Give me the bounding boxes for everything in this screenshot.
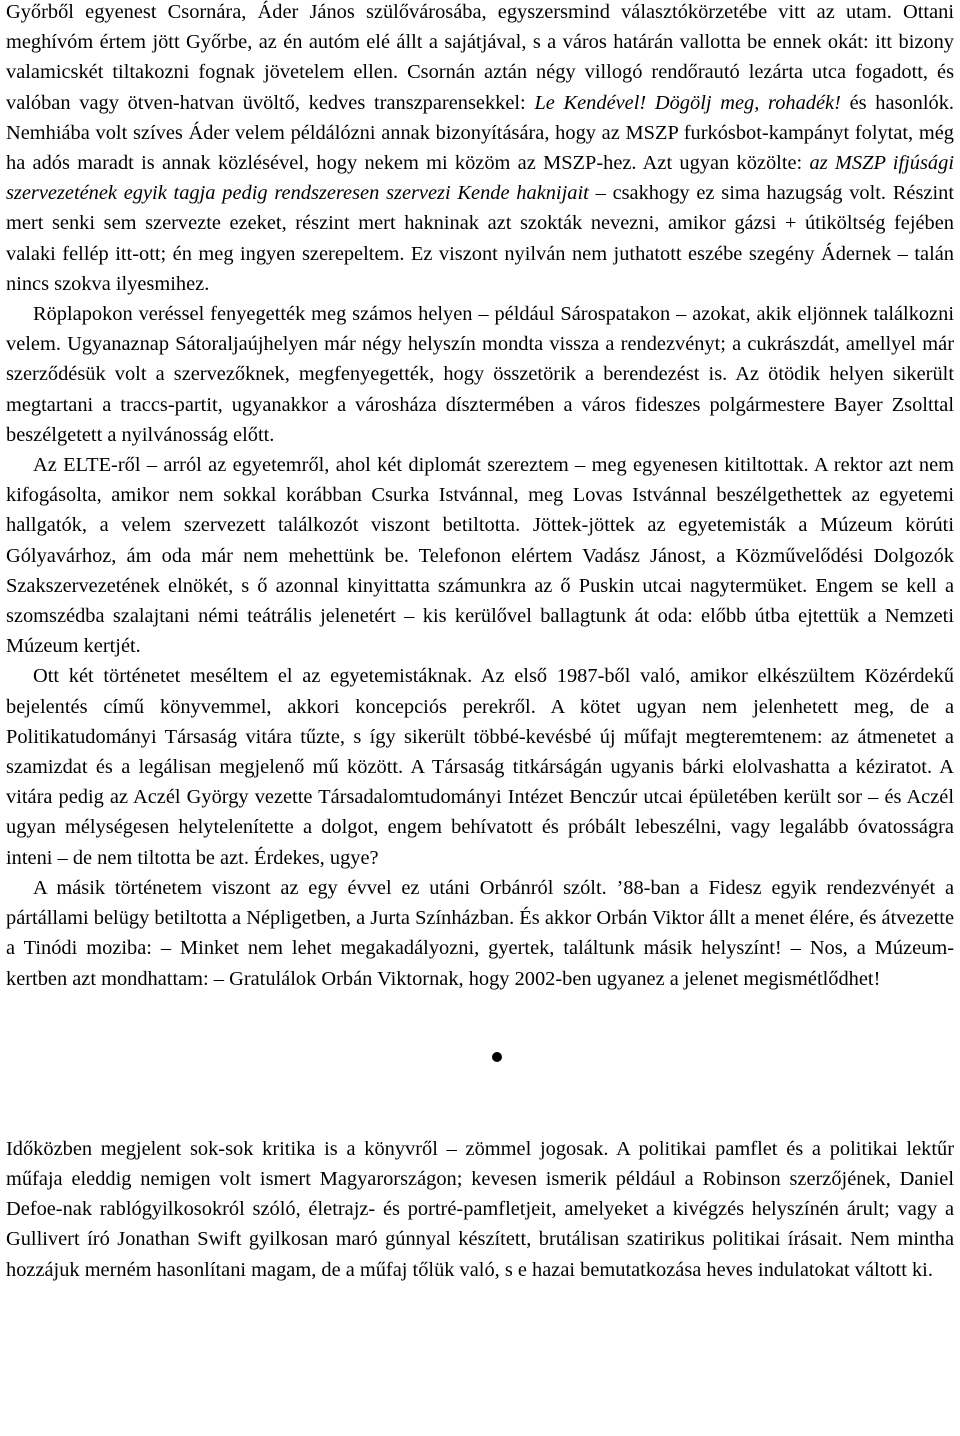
text-run: Győrből egyenest Csornára, Áder János szülővárosába, egyszersmind választókörzetébe vitt az utam. Ottani meghívóm értem jött Győrbe, az én autóm elé állt a sajátjával, s a város határán vallotta be ennek okát: itt bizony valamicskét tiltakozni fognak jövetelem ellen. Csornán aztán négy villogó rendőrautó lezárta utca fogadott, és valóban vagy ötven-hatvan üvöltő, kedves transzparensekkel:	[6, 1, 954, 114]
italic-quote: az MSZP ifjúsági szervezetének egyik tagja pedig rendszeresen szervezi Kende haknijait	[6, 152, 954, 205]
text-run: Röplapokon veréssel fenyegették meg számos helyen – például Sárospatakon – azokat, akik eljönnek találkozni velem. Ugyanaznap Sátoraljaújhelyen már négy helyszín mondta vissza a rendezvényt; a cukrászdát, amellyel már szerződésük volt a szervezőknek, megfenyegették, hogy összetörik a berendezést is. Az ötödik helyen sikerült megtartani a traccs-partit, ugyanakkor a városháza dísztermében a város fideszes polgármestere Bayer Zsolttal beszélgetett a nyilvánosság előtt.	[6, 303, 954, 446]
text-run: – csakhogy ez sima hazugság volt. Részint mert senki sem szervezte ezeket, részint mert hakninak azt szokták nevezni, amikor gázsi + útiköltség fejében valaki fellép itt-ott; én meg ingyen szerepeltem. Ez viszont nyilván nem juthatott eszébe szegény Ádernek – talán nincs szokva ilyesmihez.	[6, 182, 954, 295]
text-run: Időközben megjelent sok-sok kritika is a könyvről – zömmel jogosak. A politikai pamflet és a politikai lektűr műfaja eleddig nemigen volt ismert Magyarországon; kevesen ismerik például a Robinson szerzőjének, Daniel Defoe-nak rablógyilkosokról szóló, életrajz- és portré-pamfletjeit, amelyeket a kivégzés helyszínén árult; vagy a Gullivert író Jonathan Swift gyilkosan maró gúnnyal készített, brutálisan szatirikus politikai írásait. Nem mintha hozzájuk merném hasonlítani magam, de a műfaj tőlük való, s e hazai bemutatkozása heves indulatokat váltott ki.	[6, 1137, 954, 1281]
text-run: A másik történetem viszont az egy évvel ez utáni Orbánról szólt. ’88-ban a Fidesz egyik rendezvényét a pártállami belügy betiltotta a Népligetben, a Jurta Színházban. És akkor Orbán Viktor állt a menet élére, és átvezette a Tinódi moziba: – Minket nem lehet megakadályozni, gyertek, találtunk másik helyszínt! – Nos, a Múzeum-kertben azt mondhattam: – Gratulálok Orbán Viktornak, hogy 2002-ben ugyanez a jelenet megismétlődhet!	[6, 876, 954, 990]
paragraph-first-story	[6, 661, 954, 872]
paragraph-csorna	[6, 0, 954, 299]
paragraph-sarospatak	[6, 299, 954, 450]
text-run: Az ELTE-ről – arról az egyetemről, ahol két diplomát szereztem – meg egyenesen kitiltottak. A rektor azt nem kifogásolta, amikor nem sokkal korábban Csurka Istvánnal, meg Lovas Istvánnal beszélgethettek az egyetemi hallgatók, a velem szervezett találkozót viszont betiltotta. Jöttek-jöttek az egyetemisták a Múzeum körúti Gólyavárhoz, ám oda már nem mehettünk be. Telefonon elértem Vadász Jánost, a Közművelődési Dolgozók Szakszervezetének elnökét, s ő azonnal kinyittatta számunkra az ő Puskin utcai nagytermüket. Engem se kell a szomszédba szalajtani némi teátrális jelenetért – kis kerülővel ballagtunk át oda: előbb útba ejtettük a Nemzeti Múzeum kertjét.	[6, 454, 954, 658]
section-separator	[6, 994, 954, 1134]
italic-quote: Le Kendével! Dögölj meg, rohadék!	[534, 91, 841, 114]
paragraph-second-story	[6, 873, 954, 994]
paragraph-elte	[6, 450, 954, 661]
bullet-dot-icon	[492, 1052, 502, 1062]
text-run: Ott két történetet meséltem el az egyetemistáknak. Az első 1987-ből való, amikor elkészültem Közérdekű bejelentés című könyvemmel, akkori koncepciós perekről. A kötet ugyan nem jelenhetett meg, de a Politikatudományi Társaság vitára tűzte, s így sikerült többé-kevésbé új műfajt megteremtenem: az átmenetet a szamizdat és a legálisan megjelenő mű között. A Társaság titkárságán ugyanis bárki elolvashatta a kéziratot. A vitára pedig az Aczél György vezette Társadalomtudományi Intézet Benczúr utcai épületében került sor – és Aczél ugyan mélységesen helytelenítette a dolgot, engem behívatott és próbált lebeszélni, vagy legalább óvatosságra inteni – de nem tiltotta be azt. Érdekes, ugye?	[6, 665, 954, 869]
text-run: és hasonlók. Nemhiába volt szíves Áder velem példálózni annak bizonyítására, hogy az MSZP furkósbot-kampányt folytat, még ha adós maradt is annak közlésével, hogy nekem mi közöm az MSZP-hez. Azt ugyan közölte:	[6, 91, 954, 175]
paragraph-criticism	[6, 1134, 954, 1285]
